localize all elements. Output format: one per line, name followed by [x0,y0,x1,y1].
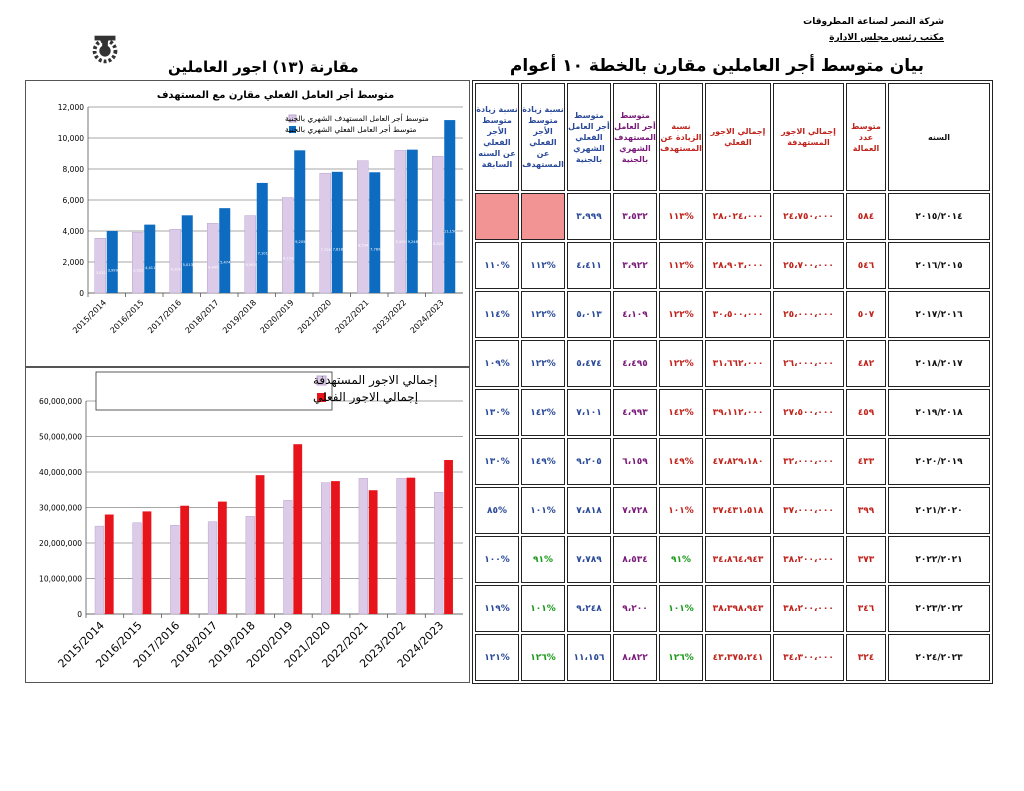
y-tick-label: 10,000,000 [39,574,82,584]
bar-data-label: 5,474 [220,260,231,265]
avg-wage-chart [26,81,469,366]
bar-data-label: 3,532 [95,270,106,275]
y-tick-label: 0 [79,289,84,298]
wages-table [472,80,993,684]
cell-actual-total: ٣٠،٥٠٠،٠٠٠ [705,291,771,338]
col-header-increase-vs-target: نسبة الزيادة عن المستهدف [659,83,703,191]
table-row [475,340,990,387]
total-wage-chart-frame [25,367,470,683]
x-tick-label: 2021/2020 [296,298,334,336]
cell-planned-monthly: ٨،٨٢٢ [613,634,657,681]
cell-actual-vs-prev: %١١٠ [475,242,519,289]
bar-data-label: 3,999 [107,268,118,273]
cell-actual-vs-prev [475,193,519,240]
col-header-workers: متوسط عدد العمالة [846,83,886,191]
cell-workers: ٤٣٣ [846,438,886,485]
y-tick-label: 50,000,000 [39,432,82,442]
bar-actual [444,460,453,614]
table-row [475,536,990,583]
total-wage-chart [26,368,469,682]
bar-data-label: 6,159 [283,256,294,261]
cell-actual-monthly: ٤،٤١١ [567,242,611,289]
cell-planned-monthly: ٣،٥٣٢ [613,193,657,240]
bar-planned [284,500,293,614]
table-row [475,291,990,338]
col-header-year: السنه [888,83,990,191]
y-tick-label: 0 [77,610,82,619]
bar-data-label: 7,101 [257,251,268,256]
bar-planned [95,238,106,293]
bar-data-label: 4,495 [208,265,219,270]
y-tick-label: 10,000 [57,134,84,143]
cell-actual-vs-prev: %١٢١ [475,634,519,681]
col-header-planned-total: إجمالي الاجور المستهدفة [773,83,844,191]
cell-planned-total: ٣٧،٠٠٠،٠٠٠ [773,487,844,534]
cell-planned-monthly: ٤،١٠٩ [613,291,657,338]
bar-data-label: 7,789 [370,247,381,252]
bar-planned [207,223,218,293]
cell-actual-total: ٤٣،٣٧٥،٢٤١ [705,634,771,681]
table-header-row [475,83,990,191]
col-header-planned-monthly: متوسط أجر العامل المستهدف الشهري بالجنية [613,83,657,191]
y-tick-label: 30,000,000 [39,503,82,513]
bar-actual [332,172,343,293]
cell-actual-total: ٣٤،٨٦٤،٩٤٣ [705,536,771,583]
bar-actual [180,506,189,614]
bar-actual [257,183,268,293]
cell-workers: ٤٥٩ [846,389,886,436]
x-tick-label: 2016/2015 [93,618,145,671]
cell-planned-total: ٢٦،٠٠٠،٠٠٠ [773,340,844,387]
cell-workers: ٥٤٦ [846,242,886,289]
table-row [475,389,990,436]
bar-planned [170,525,179,614]
cell-actual-total: ٣٧،٤٣١،٥١٨ [705,487,771,534]
cell-actual-vs-target: %١٠١ [521,487,565,534]
cell-increase-vs-target: %١٢٢ [659,340,703,387]
chart-title: متوسط أجر العامل الفعلي مقارن مع المستهدف [156,90,395,101]
bar-actual [143,511,152,614]
x-tick-label: 2021/2020 [281,618,334,671]
x-tick-label: 2019/2018 [221,298,259,336]
cell-actual-vs-prev: %١٣٠ [475,389,519,436]
x-tick-label: 2022/2021 [333,298,371,336]
cell-workers: ٣٢٤ [846,634,886,681]
bar-planned [320,173,331,293]
bar-data-label: 8,822 [433,242,444,247]
cell-actual-vs-target: %٩١ [521,536,565,583]
cell-workers: ٣٩٩ [846,487,886,534]
cell-actual-total: ٣١،٦٦٢،٠٠٠ [705,340,771,387]
cell-actual-vs-prev: %١١٤ [475,291,519,338]
cell-increase-vs-target: %١٢٢ [659,291,703,338]
bar-actual [219,208,230,293]
cell-actual-total: ٤٧،٨٢٩،١٨٠ [705,438,771,485]
cell-actual-vs-prev: %١٠٩ [475,340,519,387]
bar-planned [245,216,256,293]
x-tick-label: 2018/2017 [168,618,221,671]
cell-year: ٢٠٢٠/٢٠١٩ [888,438,990,485]
x-tick-label: 2017/2016 [130,618,183,671]
col-header-actual-total: إجمالي الاجور الفعلي [705,83,771,191]
bar-data-label: 5,013 [182,262,193,267]
cell-actual-vs-prev: %١١٩ [475,585,519,632]
y-tick-label: 12,000 [57,103,84,112]
bar-actual [182,215,193,293]
bar-data-label: 9,200 [395,240,406,245]
bar-actual [218,502,227,614]
cell-year: ٢٠٢٣/٢٠٢٢ [888,585,990,632]
bar-planned [208,522,217,614]
cell-increase-vs-target: %١٠١ [659,585,703,632]
cell-workers: ٥٨٤ [846,193,886,240]
x-tick-label: 2022/2021 [319,618,371,671]
bar-data-label: 7,728 [320,248,331,253]
cell-actual-vs-target: %١١٢ [521,242,565,289]
table-row [475,438,990,485]
x-tick-label: 2016/2015 [108,298,146,336]
bar-actual [256,475,265,614]
cell-planned-monthly: ٣،٩٢٢ [613,242,657,289]
y-tick-label: 60,000,000 [39,397,82,406]
cell-actual-monthly: ٩،٢٤٨ [567,585,611,632]
cell-year: ٢٠١٥/٢٠١٤ [888,193,990,240]
y-tick-label: 20,000,000 [39,539,82,548]
table-row [475,193,990,240]
bar-planned [133,523,142,614]
cell-actual-total: ٣٨،٣٩٨،٩٤٣ [705,585,771,632]
x-tick-label: 2023/2022 [357,618,409,671]
bar-data-label: 4,109 [170,267,181,272]
cell-actual-monthly: ٧،٧٨٩ [567,536,611,583]
cell-planned-total: ٢٧،٥٠٠،٠٠٠ [773,389,844,436]
bar-actual [105,515,114,614]
cell-planned-total: ٣٨،٢٠٠،٠٠٠ [773,536,844,583]
cell-planned-total: ٣٨،٢٠٠،٠٠٠ [773,585,844,632]
comparison-title: مقارنة (١٣) اجور العاملين [168,58,359,76]
cell-increase-vs-target: %١١٢ [659,242,703,289]
bar-actual [444,120,455,293]
x-tick-label: 2018/2017 [183,298,221,336]
cell-actual-vs-target [521,193,565,240]
cell-actual-vs-target: %١٢٢ [521,291,565,338]
bar-planned [434,492,443,614]
cell-planned-monthly: ٧،٧٢٨ [613,487,657,534]
bar-data-label: 7,818 [332,247,343,252]
bar-actual [293,444,302,614]
bar-data-label: 9,248 [407,239,418,244]
cell-increase-vs-target: %١١٣ [659,193,703,240]
bar-planned [321,483,330,614]
cell-workers: ٤٨٢ [846,340,886,387]
bar-actual [294,150,305,293]
bar-planned [246,516,255,614]
bar-planned [170,229,181,293]
cell-planned-monthly: ٤،٤٩٥ [613,340,657,387]
table-row [475,242,990,289]
cell-year: ٢٠٢٢/٢٠٢١ [888,536,990,583]
cell-actual-vs-target: %١٢٦ [521,634,565,681]
x-tick-label: 2020/2019 [244,618,296,671]
bar-actual [369,172,380,293]
cell-actual-vs-target: %١٤٩ [521,438,565,485]
cell-year: ٢٠١٩/٢٠١٨ [888,389,990,436]
col-header-actual-vs-target: نسبة زيادة متوسط الأجر الفعلي عن المستهدف [521,83,565,191]
x-tick-label: 2024/2023 [408,298,446,336]
bar-data-label: 3,922 [133,268,144,273]
bar-actual [331,481,340,614]
bar-planned [357,161,368,293]
bar-planned [432,156,443,293]
cell-actual-total: ٢٨،٠٢٤،٠٠٠ [705,193,771,240]
cell-increase-vs-target: %١٠١ [659,487,703,534]
col-header-actual-monthly: متوسط أجر العامل الفعلي الشهري بالجنية [567,83,611,191]
bar-actual [406,478,415,614]
cell-increase-vs-target: %١٢٦ [659,634,703,681]
bar-data-label: 11,156 [443,229,457,234]
cell-actual-total: ٣٩،١١٢،٠٠٠ [705,389,771,436]
bar-planned [397,478,406,614]
legend-label: إجمالي الاجور الفعلي [313,390,419,404]
x-tick-label: 2024/2023 [394,618,447,671]
y-tick-label: 4,000 [62,227,84,236]
cell-year: ٢٠١٦/٢٠١٥ [888,242,990,289]
bar-actual [107,231,118,293]
col-header-actual-vs-prev: نسبة زيادة متوسط الأجر الفعلي عن السنه السابقة [475,83,519,191]
cell-actual-monthly: ١١،١٥٦ [567,634,611,681]
company-logo-icon [86,30,124,68]
bar-planned [282,198,293,293]
page-title: بيان متوسط أجر العاملين مقارن بالخطة ١٠ أعوام [509,56,924,76]
x-tick-label: 2020/2019 [258,298,296,336]
cell-actual-vs-prev: %١٠٠ [475,536,519,583]
cell-actual-monthly: ٧،٨١٨ [567,487,611,534]
bar-data-label: 8,534 [358,243,369,248]
bar-actual [369,490,378,614]
cell-planned-total: ٣٤،٣٠٠،٠٠٠ [773,634,844,681]
y-tick-label: 8,000 [62,165,84,174]
cell-year: ٢٠١٨/٢٠١٧ [888,340,990,387]
cell-year: ٢٠٢٤/٢٠٢٣ [888,634,990,681]
table-row [475,634,990,681]
cell-actual-vs-prev: %١٣٠ [475,438,519,485]
y-tick-label: 2,000 [62,258,84,267]
x-tick-label: 2015/2014 [71,298,109,336]
company-header [803,14,944,46]
cell-actual-total: ٢٨،٩٠٣،٠٠٠ [705,242,771,289]
cell-actual-monthly: ٧،١٠١ [567,389,611,436]
y-tick-label: 40,000,000 [39,468,82,477]
cell-increase-vs-target: %٩١ [659,536,703,583]
bar-data-label: 9,205 [295,240,306,245]
bar-planned [95,526,104,614]
cell-increase-vs-target: %١٤٢ [659,389,703,436]
cell-actual-vs-target: %١٢٢ [521,340,565,387]
office-name: مكتب رئيس مجلس الادارة [829,33,944,43]
table-row [475,487,990,534]
x-tick-label: 2019/2018 [206,618,258,671]
bar-planned [395,150,406,293]
x-tick-label: 2017/2016 [146,298,184,336]
cell-planned-monthly: ٦،١٥٩ [613,438,657,485]
cell-workers: ٣٤٦ [846,585,886,632]
legend-label: متوسط أجر العامل الفعلي الشهري بالجنية [285,125,417,134]
company-name: شركة النصر لصناعة المطروقات [803,17,944,27]
x-tick-label: 2023/2022 [371,298,409,336]
y-tick-label: 6,000 [62,196,84,205]
bar-planned [132,232,143,293]
cell-planned-total: ٣٢،٠٠٠،٠٠٠ [773,438,844,485]
cell-increase-vs-target: %١٤٩ [659,438,703,485]
cell-actual-monthly: ٥،٤٧٤ [567,340,611,387]
cell-actual-vs-target: %١٤٢ [521,389,565,436]
cell-actual-monthly: ٥،٠١٣ [567,291,611,338]
cell-planned-total: ٢٤،٧٥٠،٠٠٠ [773,193,844,240]
cell-actual-vs-target: %١٠١ [521,585,565,632]
cell-planned-monthly: ٩،٢٠٠ [613,585,657,632]
bar-actual [144,225,155,293]
cell-year: ٢٠٢١/٢٠٢٠ [888,487,990,534]
cell-actual-monthly: ٩،٢٠٥ [567,438,611,485]
legend-label: متوسط أجر العامل المستهدف الشهري بالجنية [285,114,429,123]
cell-workers: ٥٠٧ [846,291,886,338]
cell-planned-monthly: ٤،٩٩٣ [613,389,657,436]
cell-year: ٢٠١٧/٢٠١٦ [888,291,990,338]
bar-planned [359,478,368,614]
cell-planned-monthly: ٨،٥٣٤ [613,536,657,583]
x-tick-label: 2015/2014 [55,618,107,671]
avg-wage-chart-frame [25,80,470,367]
cell-workers: ٣٧٣ [846,536,886,583]
cell-planned-total: ٢٥،٠٠٠،٠٠٠ [773,291,844,338]
bar-data-label: 4,993 [245,262,256,267]
legend-label: إجمالي الاجور المستهدفة [313,373,438,387]
cell-planned-total: ٢٥،٧٠٠،٠٠٠ [773,242,844,289]
cell-actual-monthly: ٣،٩٩٩ [567,193,611,240]
table-row [475,585,990,632]
bar-data-label: 4,411 [145,266,156,271]
cell-actual-vs-prev: %٨٥ [475,487,519,534]
legend-box [96,372,332,410]
bar-actual [407,150,418,293]
